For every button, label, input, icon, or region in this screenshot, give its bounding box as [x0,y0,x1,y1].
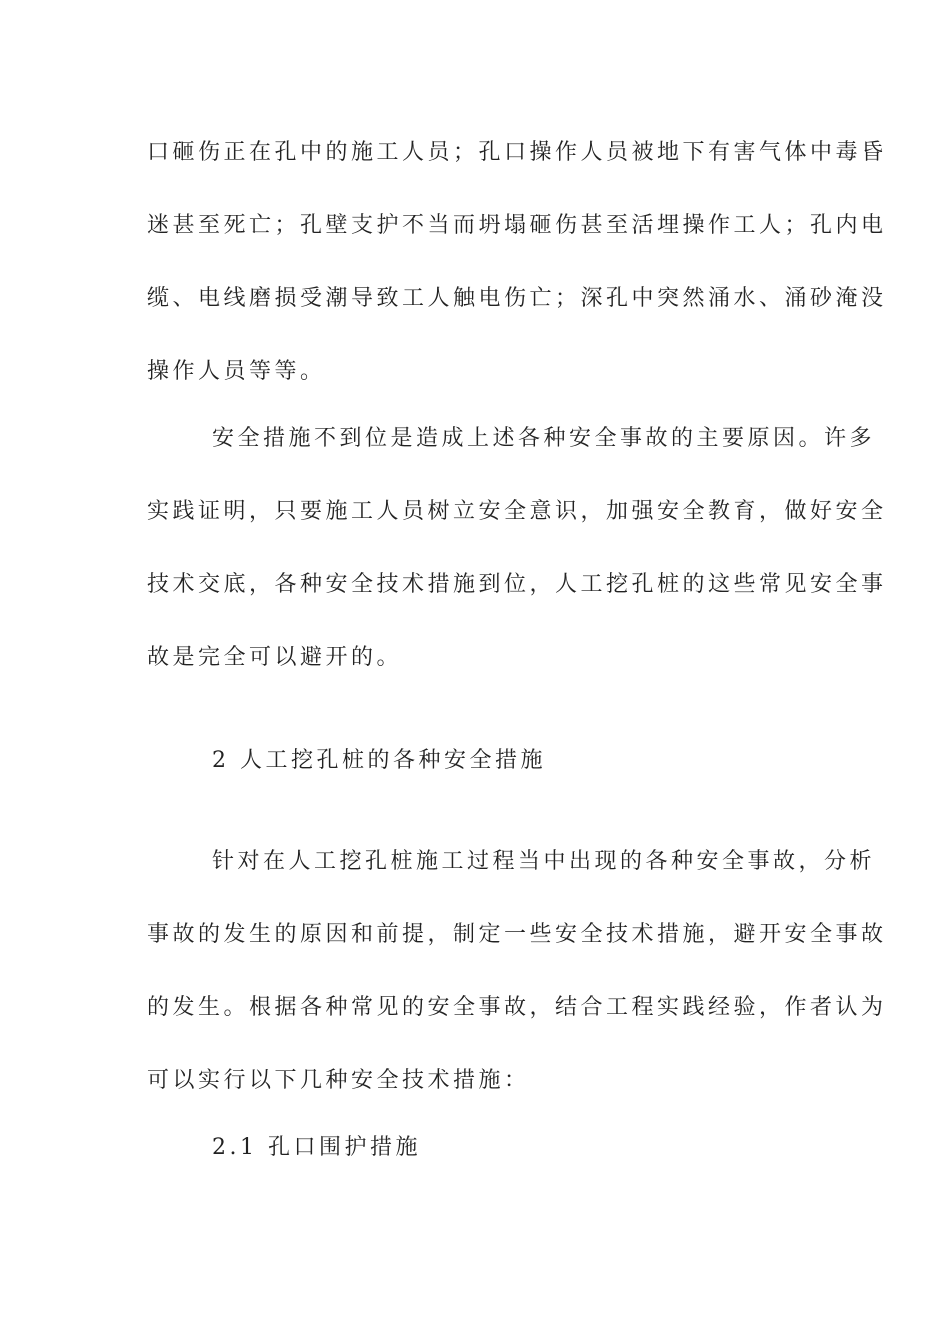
paragraph-line: 口砸伤正在孔中的施工人员；孔口操作人员被地下有害气体中毒昏 [147,140,887,165]
paragraph-line: 缆、电线磨损受潮导致工人触电伤亡；深孔中突然涌水、涌砂淹没 [147,286,887,311]
paragraph-line: 可以实行以下几种安全技术措施： [147,1068,530,1093]
paragraph-line: 技术交底，各种安全技术措施到位，人工挖孔桩的这些常见安全事 [147,572,887,597]
paragraph-line: 迷甚至死亡；孔壁支护不当而坍塌砸伤甚至活埋操作工人；孔内电 [147,213,887,238]
paragraph-line: 故是完全可以避开的。 [147,645,403,670]
paragraph-line: 事故的发生的原因和前提，制定一些安全技术措施，避开安全事故 [147,922,887,947]
paragraph-line: 操作人员等等。 [147,359,326,384]
subsection-heading: 2.1 孔口围护措施 [212,1135,421,1160]
paragraph-line: 实践证明，只要施工人员树立安全意识，加强安全教育，做好安全 [147,499,887,524]
paragraph-line: 针对在人工挖孔桩施工过程当中出现的各种安全事故，分析 [212,849,876,874]
paragraph-line: 的发生。根据各种常见的安全事故，结合工程实践经验，作者认为 [147,995,887,1020]
section-heading: 2 人工挖孔桩的各种安全措施 [212,748,546,773]
paragraph-line: 安全措施不到位是造成上述各种安全事故的主要原因。许多 [212,426,876,451]
